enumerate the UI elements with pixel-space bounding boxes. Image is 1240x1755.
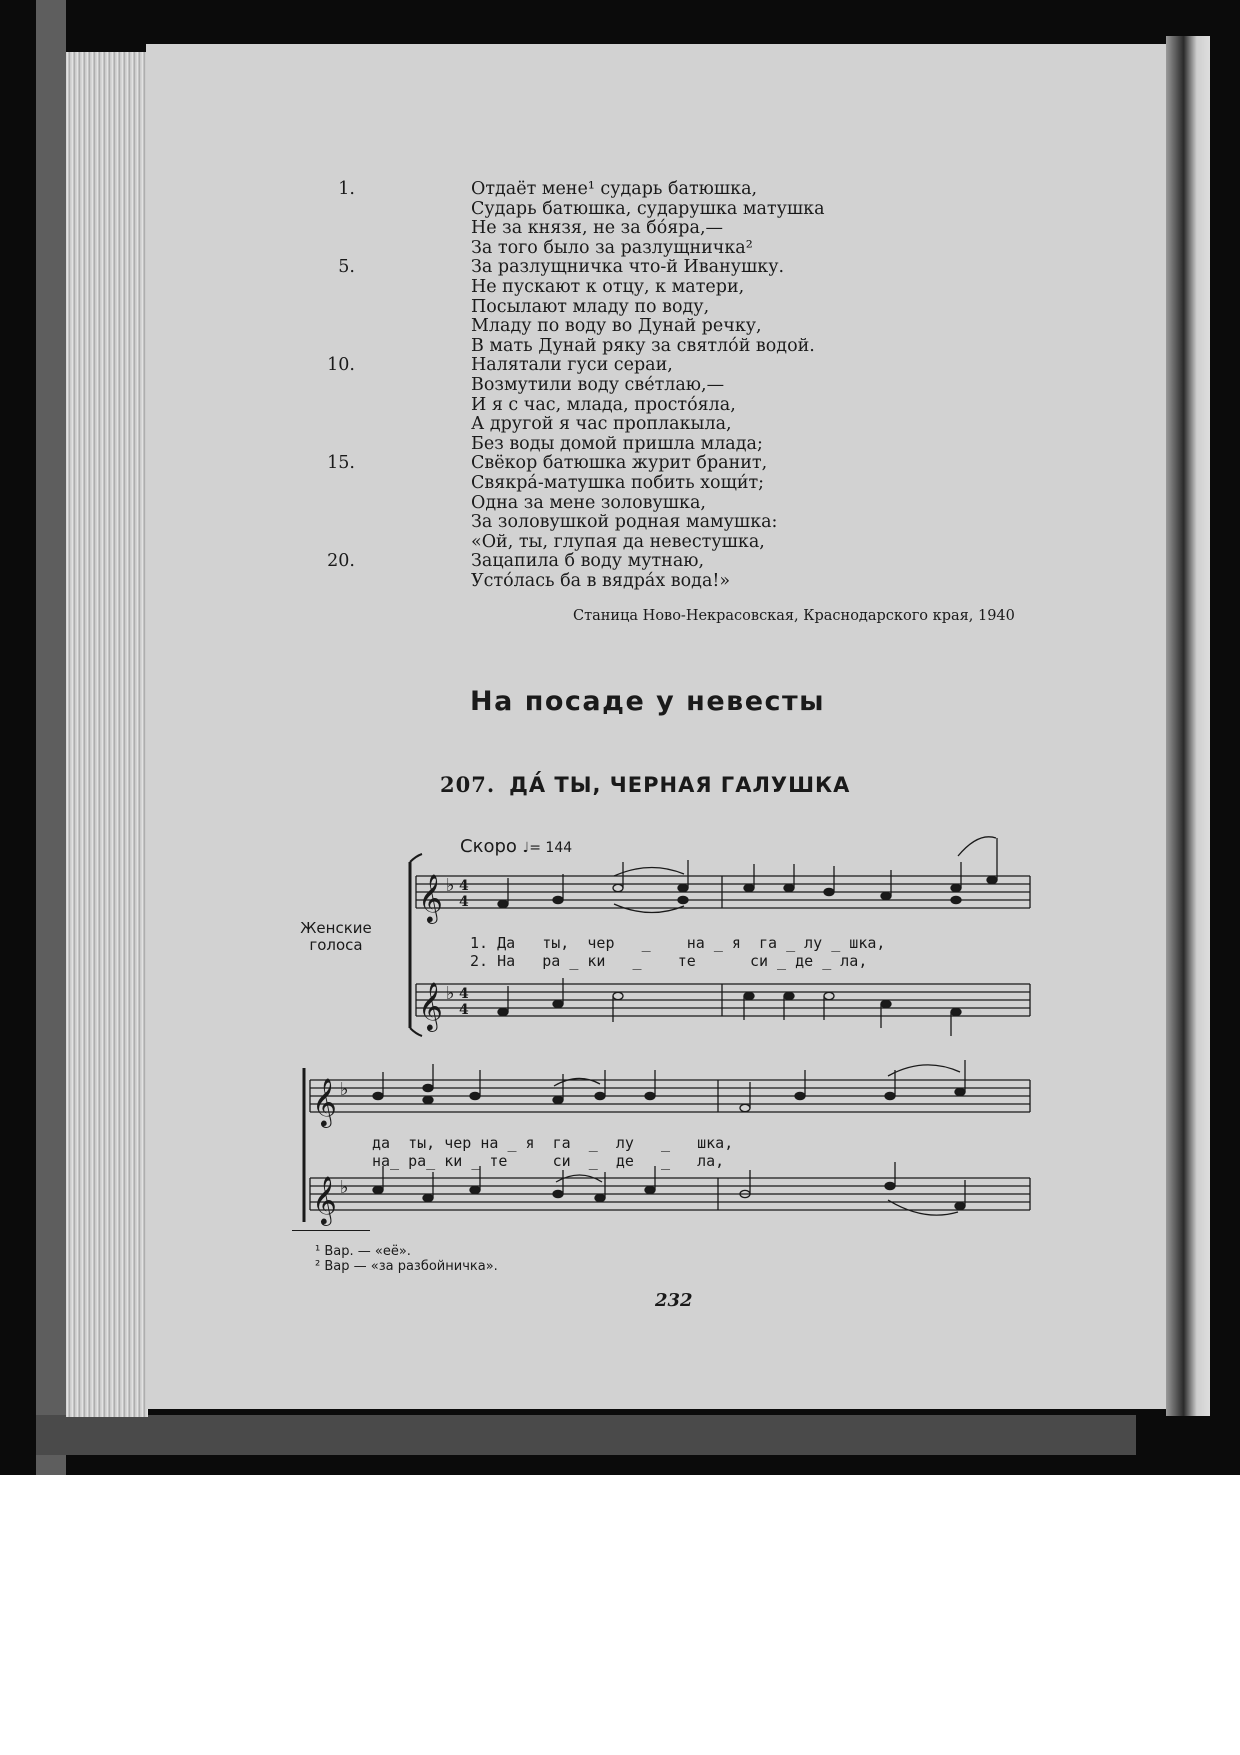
line-number: 15. <box>327 453 355 474</box>
notes-system-1-lower <box>498 978 961 1036</box>
lyrics-system-2-line-1: да ты, чер на _ я га _ лу _ шка, <box>372 1134 734 1152</box>
line-number: 1. <box>338 179 355 199</box>
treble-clef-icon: 𝄞 <box>312 1175 337 1224</box>
line-text: Возмутили воду све́тлаю,— <box>471 374 725 395</box>
staff-system-2-lower <box>310 1178 1030 1210</box>
line-text: За того было за разлущничка² <box>471 237 753 258</box>
time-signature: 4 <box>459 986 469 1002</box>
line-text: Не пускают к отцу, к матери, <box>471 276 745 297</box>
line-text: В мать Дунай ряку за святло́й водой. <box>471 335 815 356</box>
tempo-word: Скоро <box>460 836 517 857</box>
line-text: Зацапила б воду мутнаю, <box>471 551 705 572</box>
staff-system-2-upper <box>310 1080 1030 1112</box>
footnote-2: ² Вар — «за разбойничка». <box>315 1259 498 1274</box>
time-signature: 4 <box>459 894 469 910</box>
line-text: Усто́лась ба в вядра́х вода!» <box>471 570 731 591</box>
footnote-separator <box>292 1230 370 1231</box>
line-number: 5. <box>338 257 355 278</box>
source-note: Станица Ново-Некрасовская, Краснодарского края, 1940 <box>573 608 1015 624</box>
song-number: 207. <box>440 772 496 797</box>
line-text: Одна за мене золовушка, <box>471 492 706 513</box>
lyrics-system-1-line-2: 2. На ра _ ки _ те си _ де _ ла, <box>470 952 868 970</box>
song-title: ДА́ ТЫ, ЧЕРНАЯ ГАЛУШКА <box>509 773 851 797</box>
flat-key-signature-icon: ♭ <box>340 1177 349 1198</box>
line-text: А другой я час проплакыла, <box>471 414 732 435</box>
line-text: «Ой, ты, глупая да невестушка, <box>471 531 765 552</box>
lyrics-system-1-line-1: 1. Да ты, чер _ на _ я га _ лу _ шка, <box>470 934 886 952</box>
voices-label-line-2: голоса <box>309 936 363 954</box>
time-signature: 4 <box>459 878 469 894</box>
footnotes <box>315 1244 498 1274</box>
treble-clef-icon: 𝄞 <box>312 1077 337 1126</box>
voices-label-line-1: Женские <box>300 919 372 937</box>
system-1-brace-top <box>410 854 422 862</box>
line-text: За золовушкой родная мамушка: <box>471 512 778 533</box>
flat-key-signature-icon: ♭ <box>446 875 455 896</box>
page-number: 232 <box>655 1290 693 1311</box>
line-text: Младу по воду во Дунай речку, <box>471 316 762 337</box>
line-number: 20. <box>327 551 355 572</box>
line-text: Отдаёт мене¹ сударь батюшка, <box>471 179 758 199</box>
flat-key-signature-icon: ♭ <box>340 1079 349 1100</box>
footnote-1: ¹ Вар. — «её». <box>315 1244 411 1259</box>
flat-key-signature-icon: ♭ <box>446 983 455 1004</box>
line-text: Без воды домой пришла млада; <box>471 433 763 454</box>
treble-clef-icon: 𝄞 <box>418 873 443 922</box>
metronome-mark: ♩= 144 <box>522 840 573 856</box>
line-text: Налятали гуси сераи, <box>471 355 673 376</box>
time-signature: 4 <box>459 1002 469 1018</box>
notes-system-1-upper <box>498 837 997 913</box>
line-text: Свякра́-матушка побить хощи́т; <box>471 472 765 493</box>
section-title: На посаде у невесты <box>470 686 826 717</box>
lyrics-system-2-line-2: на_ ра_ ки _ те си _ де _ ла, <box>372 1152 725 1170</box>
treble-clef-icon: 𝄞 <box>418 981 443 1030</box>
line-text: Сударь батюшка, сударушка матушка <box>471 198 825 219</box>
line-text: И я с час, млада, просто́яла, <box>471 394 736 415</box>
line-text: Свёкор батюшка журит бранит, <box>471 453 768 474</box>
line-text: Не за князя, не за бо́яра,— <box>471 218 724 239</box>
line-number: 10. <box>327 355 355 376</box>
line-text: За разлущничка что-й Иванушку. <box>471 257 785 278</box>
line-text: Посылают младу по воду, <box>471 296 710 317</box>
